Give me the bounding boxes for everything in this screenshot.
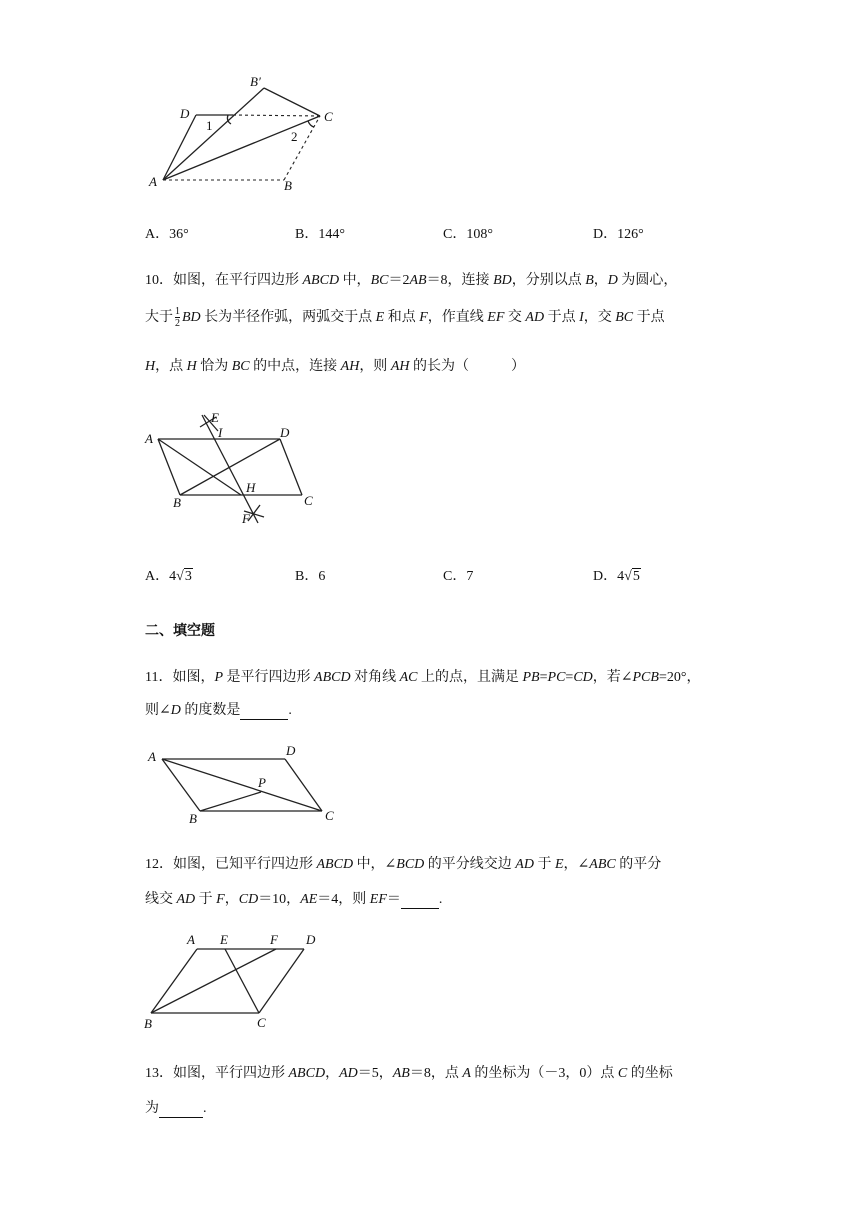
q10-label-I: I <box>218 425 223 440</box>
q10-l2-c: 长为半径作弧，两弧交于点 <box>200 310 376 325</box>
q9-label-D: D <box>180 106 190 121</box>
q9-option-d[interactable] <box>593 223 644 243</box>
q9-angle1-label: 1 <box>206 118 213 133</box>
option-letter: D． <box>593 227 618 242</box>
fraction-one-half <box>175 306 180 329</box>
q12-l2-b: AD <box>176 892 196 907</box>
q13-l1-j: C <box>617 1066 628 1081</box>
q12-segment-BF <box>151 949 276 1013</box>
q12-figure <box>140 930 340 1035</box>
q11-label-A: A <box>148 749 156 764</box>
q10-option-b[interactable] <box>295 565 325 585</box>
q9-dashed-BC <box>284 116 320 180</box>
q10-l1-b: ABCD <box>302 273 340 288</box>
q10-l3-j: 的长为（ ） <box>409 359 525 374</box>
q10-l2-j: AD <box>525 310 545 325</box>
q11-figure-svg <box>140 740 350 830</box>
q10-segment-DC <box>280 439 302 495</box>
answer-blank[interactable] <box>240 703 288 720</box>
option-letter: B． <box>295 569 319 584</box>
q13-l2-b: . <box>203 1101 207 1116</box>
q10-figure <box>140 405 330 530</box>
q10-l2-m: ，交 <box>583 310 616 325</box>
q11-l1-f: AC <box>399 670 418 685</box>
q11-figure <box>140 740 350 830</box>
q11-l1-n: PCB <box>632 670 659 685</box>
q12-l2-f: CD <box>238 892 259 907</box>
q11-l1-b: P <box>214 670 224 685</box>
answer-blank[interactable] <box>159 1101 203 1118</box>
q12-line2 <box>145 888 442 909</box>
q11-l1-j: PC <box>547 670 566 685</box>
q12-l1-f: AD <box>515 857 534 872</box>
q10-segment-AB <box>158 439 180 495</box>
option-value: 7 <box>466 569 474 584</box>
q13-l1-d: AD <box>339 1066 358 1081</box>
q12-label-F: F <box>270 932 278 947</box>
q10-label-F: F <box>242 511 250 526</box>
q10-label-H: H <box>246 480 256 495</box>
q10-line2 <box>145 306 665 329</box>
q11-l2-c: 的度数是 <box>180 703 241 718</box>
q12-l1-j: ABC <box>589 857 616 872</box>
q10-figure-svg <box>140 405 330 530</box>
q10-l3-h: ，则 <box>359 359 391 374</box>
option-value: 36° <box>169 227 189 242</box>
q10-l2-f: F <box>419 310 428 325</box>
q11-l1-i: = <box>539 670 548 685</box>
q11-label-D: D <box>286 743 296 758</box>
option-letter: C． <box>443 227 467 242</box>
q9-label-B: B <box>284 178 292 193</box>
option-letter: B． <box>295 227 319 242</box>
q11-line1 <box>145 666 700 686</box>
answer-blank[interactable] <box>401 892 439 909</box>
q10-l1-h: BD <box>493 273 512 288</box>
q12-l2-g: ＝10， <box>258 892 301 907</box>
q10-l1-j: B <box>585 273 594 288</box>
q10-l2-l: I <box>579 310 584 325</box>
q10-l2-h: EF <box>487 310 505 325</box>
q10-l1-d: BC <box>370 273 389 288</box>
q10-l3-g: AH <box>340 359 360 374</box>
q10-l1-l: D <box>607 273 618 288</box>
option-letter: A． <box>145 227 170 242</box>
q13-l1-g: ＝8，点 <box>409 1066 463 1081</box>
q10-l2-k: 于点 <box>544 310 580 325</box>
q10-l1-e: ＝2 <box>388 273 410 288</box>
q10-l1-c: 中， <box>339 273 371 288</box>
q9-label-A: A <box>149 174 157 189</box>
q9-angle2-label: 2 <box>291 129 298 144</box>
q10-l2-o: 于点 <box>633 310 665 325</box>
q12-segment-DC <box>259 949 304 1013</box>
q12-label-A: A <box>187 932 195 947</box>
q11-segment-AC <box>162 759 322 811</box>
q12-line1 <box>145 853 661 873</box>
q11-l1-m: ，若∠ <box>592 670 633 685</box>
q9-figure <box>140 70 360 195</box>
q10-l1-i: ，分别以点 <box>511 273 586 288</box>
q10-label-D: D <box>280 425 290 440</box>
q9-label-Bprime: B′ <box>250 74 261 89</box>
section-heading: 二、填空题 <box>145 622 215 638</box>
q10-l2-n: BC <box>615 310 634 325</box>
q12-l1-c: 中，∠ <box>353 857 397 872</box>
q10-l3-d: 恰为 <box>196 359 232 374</box>
q11-segment-AB <box>162 759 200 811</box>
q12-l1-b: ABCD <box>316 857 354 872</box>
q12-l2-i: ＝4，则 <box>317 892 370 907</box>
q11-l1-d: ABCD <box>314 670 351 685</box>
q9-figure-svg <box>140 70 360 195</box>
q13-line2 <box>145 1097 207 1118</box>
q11-l1-a: 11．如图， <box>145 670 215 685</box>
q13-l1-h: A <box>462 1066 471 1081</box>
q10-l2-d: E <box>375 310 385 325</box>
q11-label-P: P <box>258 775 266 790</box>
q11-label-B: B <box>189 811 197 826</box>
fraction-denominator: 2 <box>175 318 180 330</box>
q12-l1-k: 的平分 <box>615 857 662 872</box>
q12-segment-CE <box>225 949 259 1013</box>
q11-label-C: C <box>325 808 334 823</box>
q9-segment-AB' <box>163 88 264 180</box>
q13-l1-e: ＝5， <box>357 1066 393 1081</box>
q12-segment-AB <box>151 949 197 1013</box>
q10-line-EF <box>202 415 258 523</box>
q11-line2 <box>145 699 292 720</box>
q10-options <box>145 565 785 589</box>
q12-l2-d: F <box>216 892 225 907</box>
q12-l1-e: 的平分线交边 <box>424 857 516 872</box>
q11-l1-e: 对角线 <box>350 670 400 685</box>
q10-l2-i: 交 <box>504 310 526 325</box>
q13-l1-c: ， <box>325 1066 340 1081</box>
q10-l3-c: H <box>186 359 197 374</box>
q10-l1-f: AB <box>409 273 427 288</box>
q9-segment-AC <box>163 116 320 180</box>
q12-l2-l: . <box>438 892 443 907</box>
option-coefficient: 4 <box>169 569 177 584</box>
q11-l1-h: PB <box>522 670 540 685</box>
q10-l1-a: 10．如图，在平行四边形 <box>145 273 303 288</box>
q11-l1-c: 是平行四边形 <box>223 670 315 685</box>
q10-l2-a: 大于 <box>145 310 173 325</box>
q12-l2-c: 于 <box>195 892 217 907</box>
q12-l2-k: ＝ <box>386 892 401 907</box>
option-letter: C． <box>443 569 467 584</box>
q9-option-c[interactable] <box>443 223 493 243</box>
q11-l1-k: = <box>565 670 574 685</box>
q12-l1-d: BCD <box>396 857 425 872</box>
q10-segment-BD <box>180 439 280 495</box>
q11-l1-l: CD <box>573 670 593 685</box>
q13-l2-a: 为 <box>145 1101 159 1116</box>
q10-l3-a: H <box>145 359 156 374</box>
q10-l3-b: ，点 <box>155 359 187 374</box>
option-value: 144° <box>318 227 345 242</box>
sqrt-symbol: √5 <box>624 569 640 584</box>
q12-l1-i: ，∠ <box>563 857 590 872</box>
q10-l1-k: ， <box>593 273 608 288</box>
q10-option-c[interactable] <box>443 565 473 585</box>
option-value: 126° <box>617 227 644 242</box>
q10-l3-f: 的中点，连接 <box>249 359 341 374</box>
q13-l1-f: AB <box>392 1066 410 1081</box>
q9-segment-AD <box>163 115 196 180</box>
q10-l3-e: BC <box>231 359 250 374</box>
q13-l1-a: 13．如图，平行四边形 <box>145 1066 289 1081</box>
q10-option-d[interactable] <box>593 565 641 585</box>
q9-dashed-DC <box>233 115 320 116</box>
q10-label-E: E <box>211 410 219 425</box>
q9-option-a[interactable] <box>145 223 189 243</box>
q12-l2-j: EF <box>369 892 387 907</box>
option-coefficient: 4 <box>617 569 625 584</box>
q10-label-C: C <box>304 493 313 508</box>
q13-l1-i: 的坐标为（－3，0）点 <box>470 1066 618 1081</box>
option-letter: D． <box>593 569 618 584</box>
q10-line1 <box>145 269 677 289</box>
q12-l2-h: AE <box>300 892 318 907</box>
q10-option-a[interactable] <box>145 565 193 585</box>
q12-label-C: C <box>257 1015 266 1030</box>
q12-figure-svg <box>140 930 340 1035</box>
q10-l1-m: 为圆心， <box>617 273 678 288</box>
option-value: 108° <box>466 227 493 242</box>
q9-options <box>145 223 785 247</box>
q11-segment-PB <box>200 792 261 811</box>
q10-line3 <box>145 355 525 375</box>
radicand: 5 <box>632 569 640 584</box>
fraction-numerator: 1 <box>175 306 180 318</box>
radicand: 3 <box>184 569 192 584</box>
q13-line1 <box>145 1062 673 1082</box>
q11-l1-o: =20°， <box>658 670 701 685</box>
q12-label-E: E <box>220 932 228 947</box>
q10-label-B: B <box>173 495 181 510</box>
q9-angle2-arc <box>308 121 314 127</box>
q10-l2-b: BD <box>182 310 201 325</box>
q10-l3-i: AH <box>390 359 410 374</box>
q11-l2-a: 则∠ <box>145 703 171 718</box>
q9-segment-B'C <box>264 88 320 116</box>
q11-l2-d: . <box>288 703 292 718</box>
q12-l2-a: 线交 <box>145 892 177 907</box>
q11-segment-DC <box>285 759 322 811</box>
q10-l1-g: ＝8，连接 <box>426 273 494 288</box>
q13-l1-b: ABCD <box>288 1066 326 1081</box>
q9-option-b[interactable] <box>295 223 345 243</box>
sqrt-symbol: √3 <box>176 569 192 584</box>
option-value: 6 <box>318 569 326 584</box>
q12-l1-h: E <box>554 857 564 872</box>
q13-l1-k: 的坐标 <box>627 1066 673 1081</box>
q10-l2-g: ，作直线 <box>427 310 488 325</box>
q10-l2-e: 和点 <box>384 310 420 325</box>
q12-l1-g: 于 <box>533 857 555 872</box>
q12-l1-a: 12．如图，已知平行四边形 <box>145 857 317 872</box>
q9-label-C: C <box>324 109 333 124</box>
option-letter: A． <box>145 569 170 584</box>
q12-l2-e: ， <box>224 892 239 907</box>
q10-label-A: A <box>145 431 153 446</box>
q12-label-D: D <box>306 932 316 947</box>
q11-l2-b: D <box>170 703 181 718</box>
q12-label-B: B <box>144 1016 152 1031</box>
q11-l1-g: 上的点，且满足 <box>417 670 523 685</box>
